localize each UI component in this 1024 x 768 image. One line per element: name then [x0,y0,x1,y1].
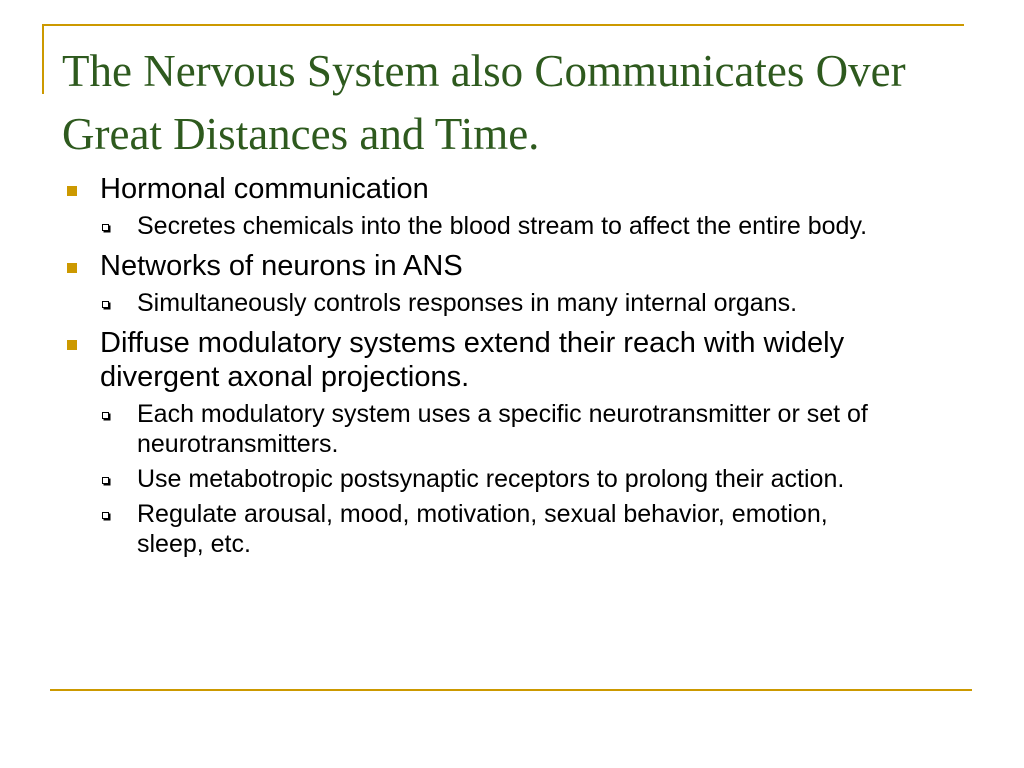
bullet-networks [0,249,1024,318]
square-bullet-icon [67,340,77,350]
sub-bullet-text: Secretes chemicals into the blood stream to affect the entire body. [137,212,868,240]
bullet-text: Hormonal communication [100,173,429,205]
bullet-text: Networks of neurons in ANS [100,250,463,282]
hollow-square-bullet-icon [102,477,109,484]
slide-title: The Nervous System also Communicates Over Great Distances and Time. [62,46,906,159]
frame-top-rule [42,24,964,26]
sub-bullet [0,464,964,494]
hollow-square-bullet-icon [102,512,109,519]
sub-bullet-list [100,288,964,318]
sub-bullet-text: Simultaneously controls responses in many internal organs. [137,289,798,317]
sub-bullet [0,399,964,459]
bullet-hormonal [0,172,1024,241]
sub-bullet-text: Use metabotropic postsynaptic receptors to prolong their action. [137,465,845,493]
hollow-square-bullet-icon [102,301,109,308]
square-bullet-icon [67,186,77,196]
bullet-text: Diffuse modulatory systems extend their reach with widely divergent axonal projections. [100,327,845,393]
sub-bullet-list [100,399,964,559]
sub-bullet [0,499,964,559]
sub-bullet-list [100,211,964,241]
bullet-list [0,172,1024,559]
sub-bullet [0,211,964,241]
square-bullet-icon [67,263,77,273]
frame-left-rule [42,24,44,94]
hollow-square-bullet-icon [102,224,109,231]
sub-bullet-text: Each modulatory system uses a specific neurotransmitter or set of neurotransmitters. [137,400,868,458]
hollow-square-bullet-icon [102,412,109,419]
bullet-diffuse-modulatory [0,326,1024,559]
sub-bullet-text: Regulate arousal, mood, motivation, sexual behavior, emotion, sleep, etc. [137,500,828,558]
sub-bullet [0,288,964,318]
frame-bottom-rule [50,689,972,691]
